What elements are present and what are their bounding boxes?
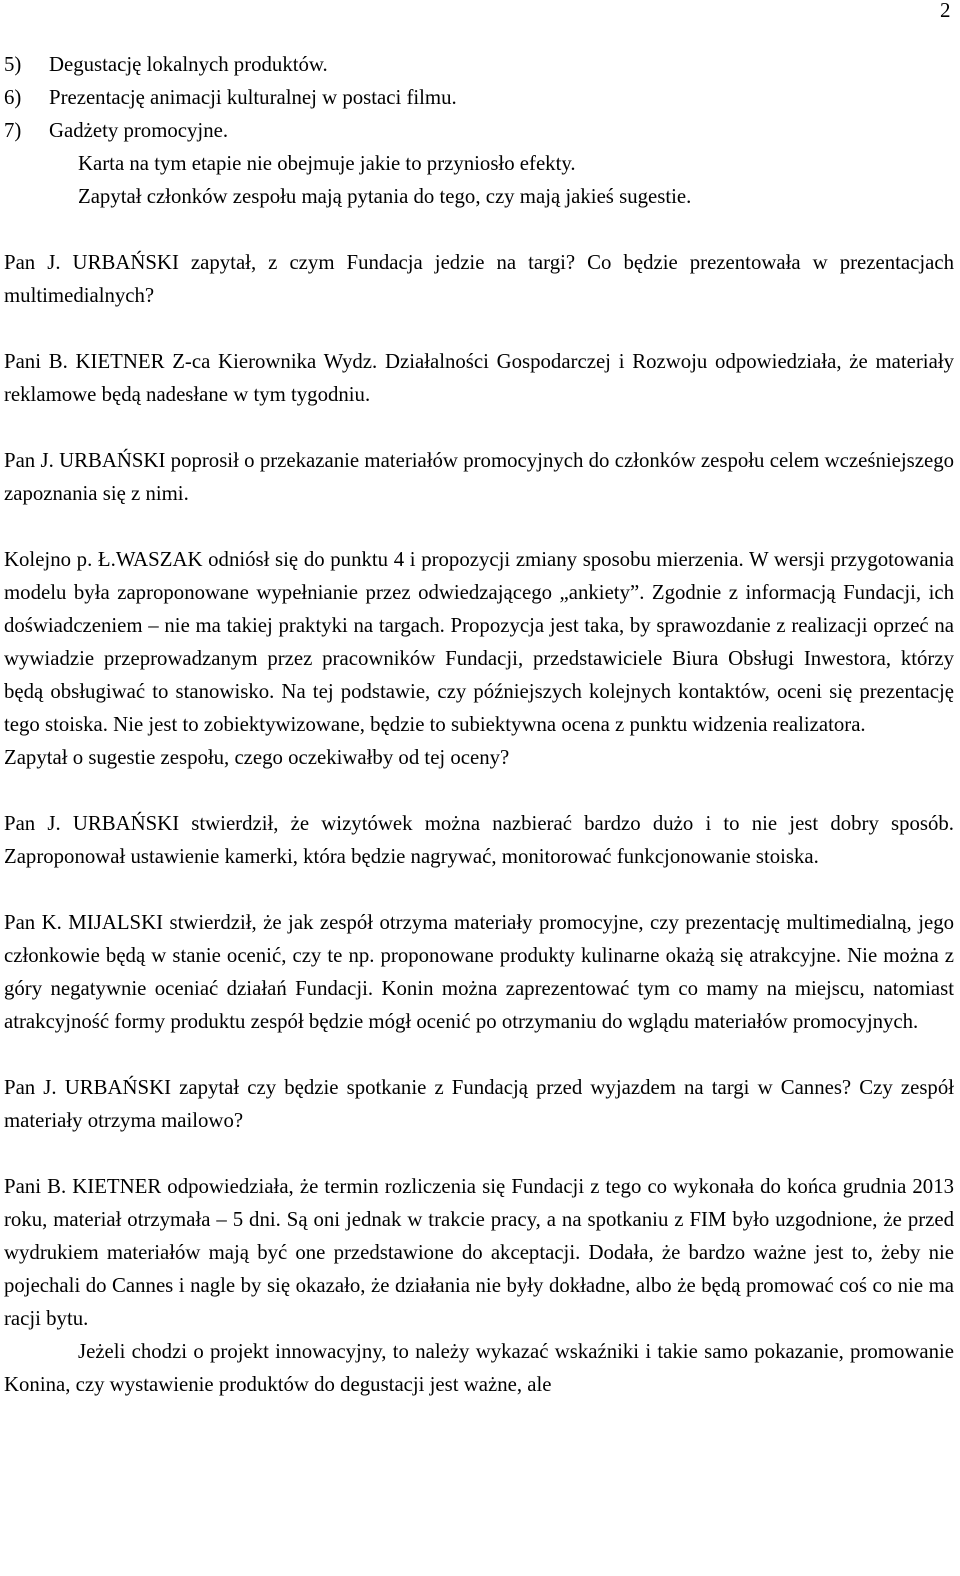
indented-line: Zapytał członków zespołu mają pytania do tego, czy mają jakieś sugestie. [78,185,692,208]
list-number: 7) [4,119,22,142]
paragraph-waszak: Kolejno p. Ł.WASZAK odniósł się do punktu 4 i propozycji zmiany sposobu mierzenia. W wersji przygotowania modelu była zaproponowane wypełnianie przez odwiedzającego „ankiety”. Zgodnie z informacją Fundacji, ich doświadczeniem – nie ma takiej praktyki na targach. Propozycja jest taka, by sprawozdanie z realizacji oprzeć na wywiadzie przeprowadzanym przez pracowników Fundacji, przedstawiciele Biura Obsługi Inwestora, którzy będą obsługiwać to stanowisko. Na tej podstawie, czy późniejszych kolejnych kontaktów, oceni się prezentację tego stoiska. Nie jest to zobiektywizowane, będzie to subiektywna ocena z punktu widzenia realizatora. [4,548,954,736]
list-text: Gadżety promocyjne. [49,119,229,142]
list-text: Prezentację animacji kulturalnej w postaci filmu. [49,86,457,109]
paragraph-innovative-project: Jeżeli chodzi o projekt innowacyjny, to należy wykazać wskaźniki i takie samo pokazanie, promowanie Konina, czy wystawienie produktów do degustacji jest ważne, ale [4,1340,954,1396]
paragraph-urbanski-camera: Pan J. URBAŃSKI stwierdził, że wizytówek można nazbierać bardzo dużo i to nie jest dobry sposób. Zaproponował ustawienie kamerki, która będzie nagrywać, monitorować funkcjonowanie stoiska. [4,812,954,868]
paragraph-urbanski-question: Pan J. URBAŃSKI zapytał, z czym Fundacja jedzie na targi? Co będzie prezentowała w prezentacjach multimedialnych? [4,251,954,307]
paragraph-urbanski-request: Pan J. URBAŃSKI poprosił o przekazanie materiałów promocyjnych do członków zespołu celem wcześniejszego zapoznania się z nimi. [4,449,954,505]
list-number: 6) [4,86,22,109]
paragraph-mijalski: Pan K. MIJALSKI stwierdził, że jak zespół otrzyma materiały promocyjne, czy prezentację multimedialną, jego członkowie będą w stanie ocenić, czy te np. proponowane produkty kulinarne okażą się atrakcyjne. Nie można z góry negatywnie oceniać działań Fundacji. Konin można zaprezentować tym co mamy na miejscu, natomiast atrakcyjność formy produktu zespół będzie mógł ocenić po otrzymaniu do wglądu materiałów promocyjnych. [4,911,954,1033]
list-item [4,48,954,81]
paragraph-urbanski-cannes: Pan J. URBAŃSKI zapytał czy będzie spotkanie z Fundacją przed wyjazdem na targi w Cannes? Czy zespół materiały otrzyma mailowo? [4,1076,954,1132]
paragraph-kietner-deadline: Pani B. KIETNER odpowiedziała, że termin rozliczenia się Fundacji z tego co wykonała do końca grudnia 2013 roku, materiał otrzymała – 5 dni. Są oni jednak w trakcie pracy, a na spotkaniu z FIM było uzgodnione, że przed wydrukiem materiałów mają być one przedstawione do akceptacji. Dodała, że bardzo ważne jest to, żeby nie pojechali do Cannes i nagle by się okazało, że działania nie były dokładne, albo że będą promować coś co nie ma racji bytu. [4,1175,954,1330]
indented-line: Karta na tym etapie nie obejmuje jakie to przyniosło efekty. [78,152,576,175]
list-item [4,81,954,114]
list-text: Degustację lokalnych produktów. [49,53,328,76]
list-item [4,114,954,147]
page-number: 2 [940,0,951,22]
document-body [4,48,954,1401]
list-number: 5) [4,53,22,76]
paragraph-kietner-answer: Pani B. KIETNER Z-ca Kierownika Wydz. Działalności Gospodarczej i Rozwoju odpowiedziała, że materiały reklamowe będą nadesłane w tym tygodniu. [4,350,954,406]
paragraph-team-suggestions: Zapytał o sugestie zespołu, czego oczekiwałby od tej oceny? [4,746,510,769]
